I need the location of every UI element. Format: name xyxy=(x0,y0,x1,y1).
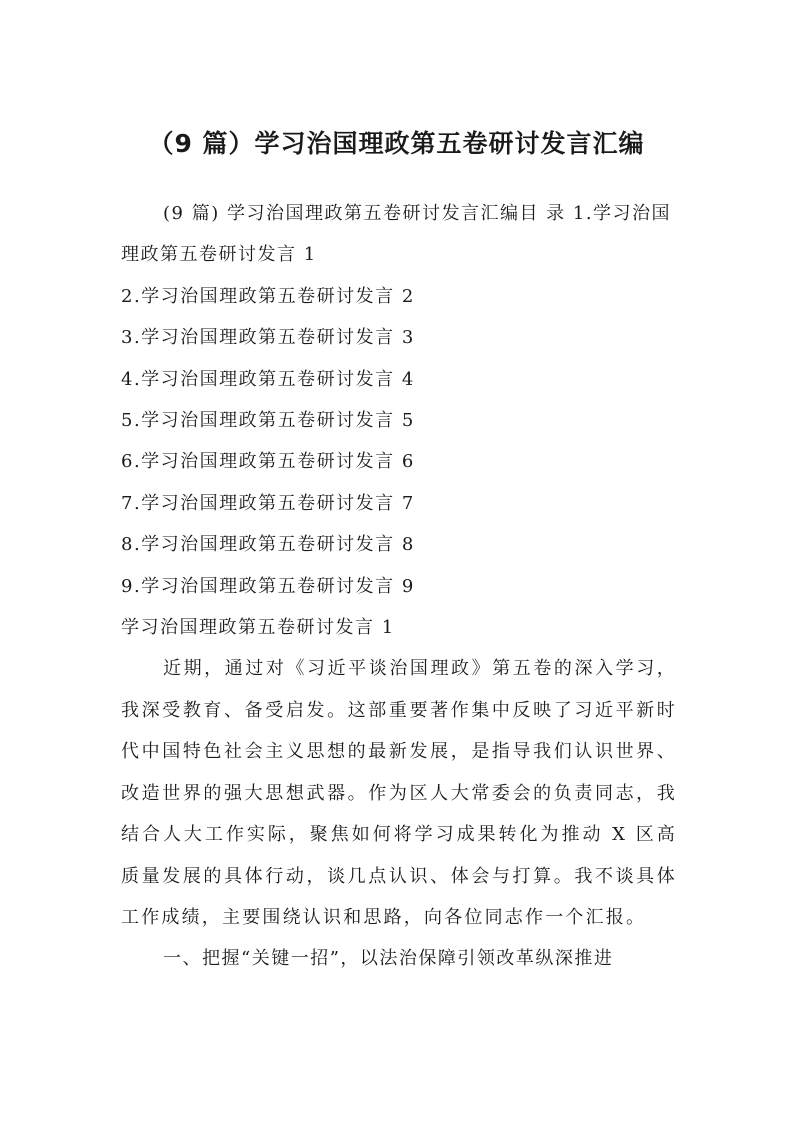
toc-item: 5.学习治国理政第五卷研讨发言 5 xyxy=(121,410,415,432)
body-paragraph: 近期，通过对《习近平谈治国理政》第五卷的深入学习，我深受教育、备受启发。这部重要著作集中反映了习近平新时代中国特色社会主义思想的最新发展，是指导我们认识世界、改造世界的强大思想武器。作为区人大常委会的负责同志，我结合人大工作实际，聚焦如何将学习成果转化为推动 X 区高质量发展的具体行动，谈几点认识、体会与打算。我不谈具体工作成绩，主要围绕认识和思路，向各位同志作一个汇报。 xyxy=(121,658,677,928)
toc-item: 6.学习治国理政第五卷研讨发言 6 xyxy=(121,451,415,473)
section-title: 学习治国理政第五卷研讨发言 1 xyxy=(121,617,395,639)
toc-item: 8.学习治国理政第五卷研讨发言 8 xyxy=(121,534,415,556)
toc-item: 7.学习治国理政第五卷研讨发言 7 xyxy=(121,492,415,514)
toc-item: 2.学习治国理政第五卷研讨发言 2 xyxy=(121,285,415,307)
toc-item: 3.学习治国理政第五卷研讨发言 3 xyxy=(121,327,415,349)
toc-item: 4.学习治国理政第五卷研讨发言 4 xyxy=(121,368,415,390)
document-title: （9 篇）学习治国理政第五卷研讨发言汇编 xyxy=(148,129,645,158)
toc-intro-line-2: 理政第五卷研讨发言 1 xyxy=(121,244,317,266)
toc-intro-line-1: (9 篇) 学习治国理政第五卷研讨发言汇编目 录 1.学习治国 xyxy=(163,203,672,224)
toc-item: 9.学习治国理政第五卷研讨发言 9 xyxy=(121,575,415,597)
section-heading: 一、把握“关键一招”，以法治保障引领改革纵深推进 xyxy=(163,948,614,970)
document-body xyxy=(121,193,677,980)
